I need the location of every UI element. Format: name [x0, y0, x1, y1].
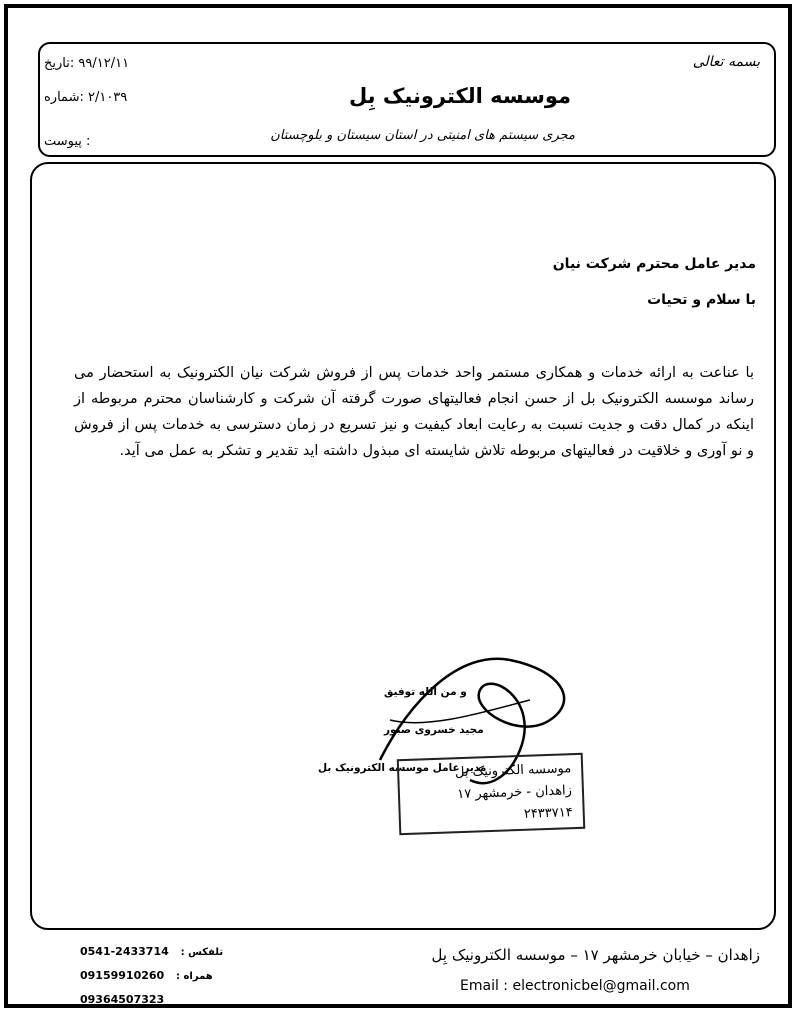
phone-number: 0541-2433714 — [80, 945, 169, 958]
letter-paragraph: با عناعت به ارائه خدمات و همکاری مستمر واحد خدمات پس از فروش شرکت نیان الکترونیک به استحضار می رساند موسسه الکترونیک بل از حسن انجام فعالیتهای صورت گرفته آن شرکت و کارشناسان محترم مربوطه از اینکه در کمال دقت و جدیت نسبت به رعایت ابعاد کیفیت و نیز تسریع در زمان دسترسی به خدمات پس از فروش و نو آوری و خلاقیت در فعالیتهای مربوطه تلاش شایسته ای مبذول داشته اید تقدیر و تشکر به عمل می آید. — [74, 365, 754, 459]
phone-number: 09364507323 — [80, 993, 165, 1006]
footer-email: Email : electronicbel@gmail.com — [460, 978, 690, 994]
stamp-line-1: موسسه الکترونیک بل — [454, 761, 572, 781]
stamp-line-3: ۲۴۳۳۷۱۴ — [523, 805, 573, 822]
phone-row — [80, 940, 223, 964]
reference-number-field: ۲/۱۰۳۹ :شماره — [44, 90, 128, 105]
signer-name: مجید خسروی صبور — [384, 724, 484, 736]
bismillah-heading: بسمه تعالی — [692, 54, 760, 70]
phone-label: تلفکس : — [180, 947, 224, 958]
phone-list — [80, 940, 223, 1011]
stamp-line-2: زاهدان - خرمشهر ۱۷ — [457, 783, 573, 803]
signer-title: مدیر عامل موسسه الکترونیک بل — [318, 762, 487, 774]
date-field: ۹۹/۱۲/۱۱ :تاریخ — [44, 56, 130, 71]
phone-number: 09159910260 — [80, 969, 165, 982]
phone-label: همراه : — [176, 971, 213, 982]
company-name: موسسه الکترونیک بِل — [348, 84, 572, 108]
company-stamp — [397, 753, 586, 835]
closing-phrase: و من الله توفیق — [384, 686, 467, 698]
recipient-line: مدیر عامل محترم شرکت نیان — [552, 256, 756, 272]
company-subtitle: مجری سیستم های امنیتی در استان سیستان و بلوچستان — [270, 128, 575, 143]
attachment-field: : پیوست — [44, 134, 91, 149]
phone-row — [80, 988, 223, 1011]
footer-address: زاهدان – خیابان خرمشهر ۱۷ – موسسه الکترونیک بِل — [431, 946, 760, 964]
greeting-line: با سلام و تحیات — [647, 292, 756, 308]
phone-row — [80, 964, 223, 988]
